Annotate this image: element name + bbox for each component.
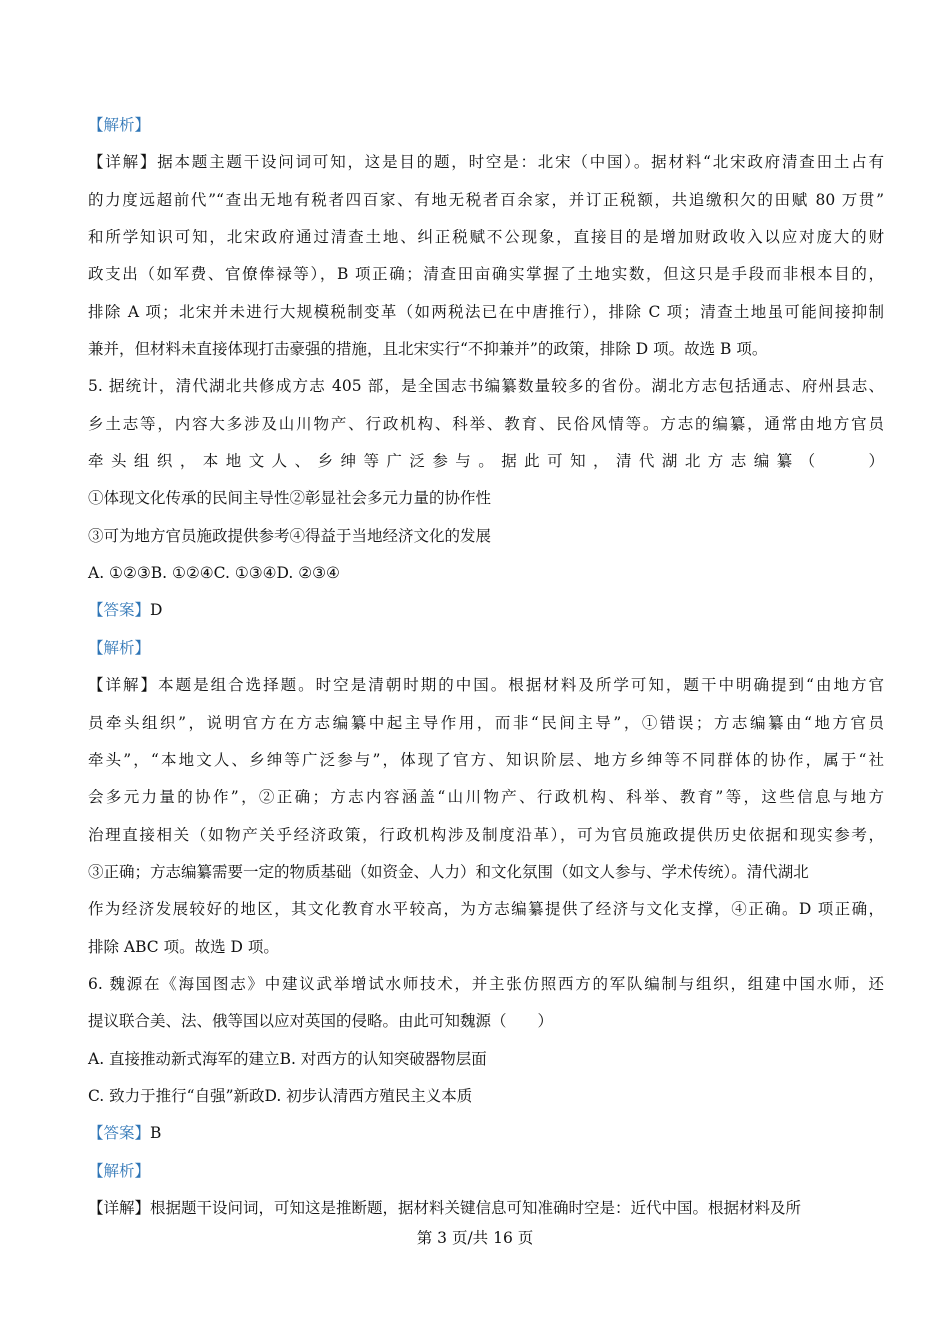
line-text: 提议联合美、法、俄等国以应对英国的侵略。由此可知魏源（ ）: [88, 1012, 554, 1031]
option-B: B. 对西方的认知突破器物层面: [279, 1049, 487, 1068]
option-B: B. ①②④: [150, 564, 214, 583]
text-line: [88, 144, 884, 181]
line-text: 作为经济发展较好的地区，其文化教育水平较高，为方志编纂提供了经济与文化支撑，④正确。D 项正确，: [88, 900, 884, 919]
answer-label: 【答案】: [88, 601, 151, 620]
options-row: [88, 555, 884, 592]
text-line: [88, 294, 884, 331]
answer-label: 【答案】: [88, 1124, 151, 1143]
options-row: [88, 1078, 884, 1115]
line-text: ③可为地方官员施政提供参考④得益于当地经济文化的发展: [88, 526, 492, 545]
section-label-analysis: [88, 107, 884, 144]
line-text: 根据题干设问词，可知这是推断题，据材料关键信息可知准确时空是：近代中国。根据材料及所: [150, 1198, 802, 1217]
line-text: 牵头”，“本地文人、乡绅等广泛参与”，体现了官方、知识阶层、地方乡绅等不同群体的协作，属于“社: [88, 750, 884, 769]
answer-value: B: [150, 1124, 162, 1143]
text-line: [88, 256, 884, 293]
text-line: [88, 817, 884, 854]
page-footer: 第 3 页/共 16 页: [416, 1229, 534, 1247]
text-line: [88, 779, 884, 816]
option-A: A. 直接推动新式海军的建立: [88, 1049, 280, 1068]
text-line: [88, 219, 884, 256]
answer-line: [88, 1115, 884, 1152]
section-label-analysis: [88, 630, 884, 667]
text-line: [88, 929, 884, 966]
document-body: [88, 107, 884, 1227]
text-line: [88, 518, 884, 555]
text-line: [88, 966, 884, 1003]
line-text: ①体现文化传承的民间主导性②彰显社会多元力量的协作性: [88, 489, 492, 508]
line-text: 的力度远超前代”“查出无地有税者四百家、有地无税者百余家，并订正税额，共追缴积欠的田赋 80 万贯”: [88, 190, 884, 209]
text-line: [88, 1190, 884, 1227]
line-text: 排除 A 项；北宋并未进行大规模税制变革（如两税法已在中唐推行），排除 C 项；清查土地虽可能间接抑制: [88, 302, 884, 321]
section-label-analysis: [88, 1153, 884, 1190]
option-D: D. ②③④: [276, 564, 340, 583]
line-text: 会多元力量的协作”，②正确；方志内容涵盖“山川物产、行政机构、科举、教育”等，这些信息与地方: [88, 788, 884, 807]
detail-label: 【详解】: [88, 1198, 151, 1217]
line-text: 牵头组织，本地文人、乡绅等广泛参与。据此可知，清代湖北方志编纂（ ）: [88, 452, 884, 471]
label-text: 【解析】: [88, 116, 151, 134]
answer-value: D: [150, 601, 163, 620]
line-text: 排除 ABC 项。故选 D 项。: [88, 937, 279, 956]
detail-label: 【详解】: [88, 676, 159, 695]
line-text: ③正确；方志编纂需要一定的物质基础（如资金、人力）和文化氛围（如文人参与、学术传统）。清代湖北: [88, 862, 809, 881]
option-A: C. 致力于推行“自强”新政: [88, 1086, 265, 1105]
line-text: 员牵头组织”，说明官方在方志编纂中起主导作用，而非“民间主导”，①错误；方志编纂由“地方官员: [88, 713, 884, 732]
line-text: 据本题主题干设问词可知，这是目的题，时空是：北宋（中国）。据材料“北宋政府清查田土占有: [157, 153, 884, 172]
text-line: [88, 368, 884, 405]
line-text: 6. 魏源在《海国图志》中建议武举增试水师技术，并主张仿照西方的军队编制与组织，组建中国水师，还: [88, 974, 884, 993]
text-line: [88, 331, 884, 368]
text-line: [88, 182, 884, 219]
line-text: 乡土志等，内容大多涉及山川物产、行政机构、科举、教育、民俗风情等。方志的编纂，通常由地方官员: [88, 414, 884, 433]
line-text: 兼并，但材料未直接体现打击豪强的措施，且北宋实行“不抑兼并”的政策，排除 D 项。故选 B 项。: [88, 340, 768, 359]
text-line: [88, 443, 884, 480]
option-C: C. ①③④: [213, 564, 277, 583]
options-row: [88, 1041, 884, 1078]
line-text: 和所学知识可知，北宋政府通过清查土地、纠正税赋不公现象，直接目的是增加财政收入以应对庞大的财: [88, 228, 884, 247]
text-line: [88, 854, 884, 891]
text-line: [88, 406, 884, 443]
line-text: 治理直接相关（如物产关乎经济政策，行政机构涉及制度沿革），可为官员施政提供历史依据和现实参考，: [88, 825, 884, 844]
option-A: A. ①②③: [88, 564, 151, 583]
detail-label: 【详解】: [88, 153, 158, 172]
text-line: [88, 891, 884, 928]
line-text: 政支出（如军费、官僚俸禄等），B 项正确；清查田亩确实掌握了土地实数，但这只是手段而非根本目的，: [88, 265, 884, 284]
text-line: [88, 480, 884, 517]
line-text: 本题是组合选择题。时空是清朝时期的中国。根据材料及所学可知，题干中明确提到“由地方官: [158, 676, 884, 695]
text-line: [88, 1003, 884, 1040]
text-line: [88, 742, 884, 779]
option-B: D. 初步认清西方殖民主义本质: [264, 1086, 473, 1105]
text-line: [88, 667, 884, 704]
label-text: 【解析】: [88, 1161, 151, 1180]
answer-line: [88, 592, 884, 629]
line-text: 5. 据统计，清代湖北共修成方志 405 部，是全国志书编纂数量较多的省份。湖北方志包括通志、府州县志、: [88, 377, 884, 396]
label-text: 【解析】: [88, 638, 151, 657]
text-line: [88, 705, 884, 742]
